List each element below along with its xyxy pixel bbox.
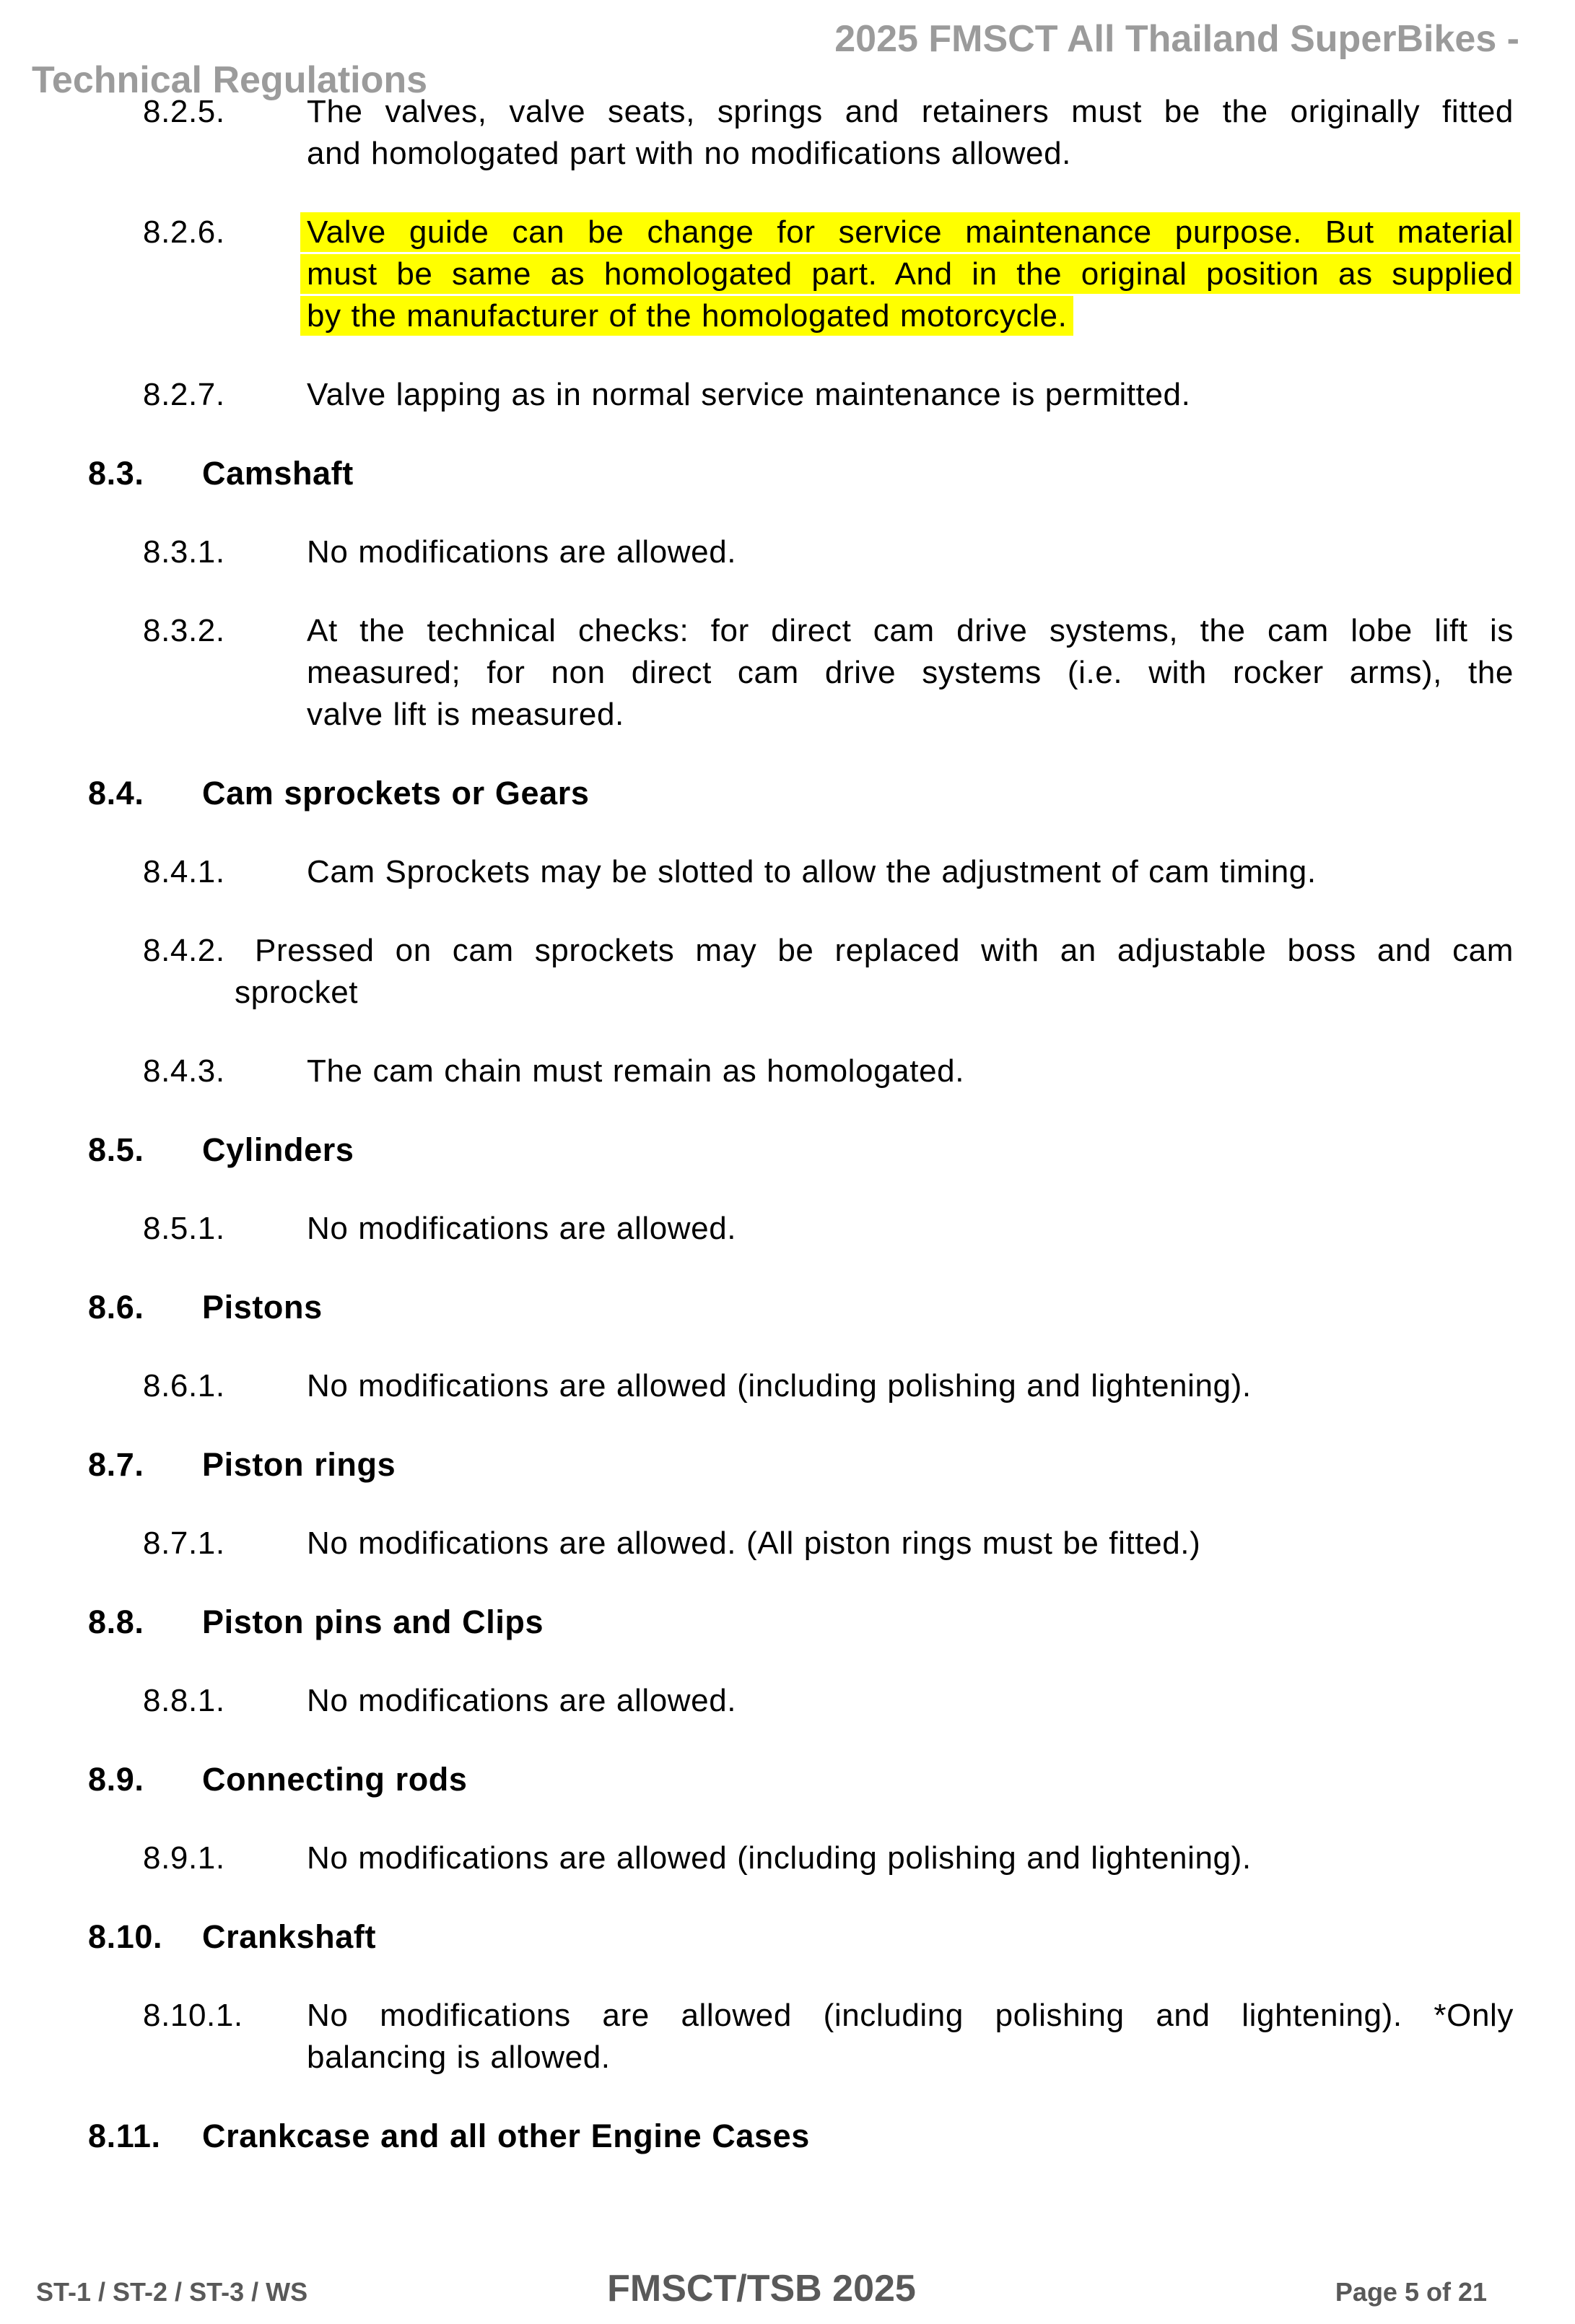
item-number: 8.3.2.	[143, 613, 225, 648]
section-heading-8-6	[88, 1287, 1514, 1328]
item-text-line	[307, 212, 1514, 253]
page-header	[32, 19, 1519, 101]
section-title: Crankcase and all other Engine Cases	[202, 2118, 810, 2154]
regulation-item-8-10-1	[88, 1995, 1514, 2079]
section-heading-8-5	[88, 1129, 1514, 1171]
item-text	[307, 1995, 1514, 2079]
item-number: 8.4.1.	[143, 854, 225, 889]
item-number: 8.3.1.	[143, 534, 225, 570]
item-text-line	[307, 253, 1514, 295]
section-heading-8-11	[88, 2115, 1514, 2157]
item-text-highlighted	[307, 212, 1514, 337]
section-title: Pistons	[202, 1289, 323, 1326]
regulation-item-8-3-1	[88, 531, 1514, 573]
item-number: 8.2.6.	[143, 214, 225, 250]
item-text-line: sprocket	[235, 975, 359, 1010]
regulation-item-8-4-3	[88, 1050, 1514, 1092]
item-text	[307, 610, 1514, 736]
section-title: Camshaft	[202, 455, 354, 492]
item-text	[307, 851, 1514, 893]
section-heading-8-3	[88, 453, 1514, 495]
regulation-item-8-5-1	[88, 1208, 1514, 1250]
regulation-item-8-2-6	[88, 212, 1514, 337]
section-heading-8-10	[88, 1916, 1514, 1958]
section-heading-8-7	[88, 1444, 1514, 1486]
section-number: 8.5.	[88, 1131, 144, 1168]
item-number: 8.8.1.	[143, 1683, 225, 1718]
regulation-item-8-8-1	[88, 1680, 1514, 1722]
regulation-item-8-6-1	[88, 1365, 1514, 1407]
item-number: 8.6.1.	[143, 1368, 225, 1403]
item-text-line: Pressed on cam sprockets may be replaced with an adjustable boss and cam	[255, 933, 1514, 968]
section-title: Piston rings	[202, 1446, 396, 1483]
regulation-item-8-4-1	[88, 851, 1514, 893]
section-title: Crankshaft	[202, 1918, 377, 1955]
section-title: Cylinders	[202, 1131, 354, 1168]
section-number: 8.10.	[88, 1918, 163, 1955]
section-number: 8.3.	[88, 455, 144, 492]
item-text-line: No modifications are allowed. (All piston rings must be fitted.)	[307, 1526, 1201, 1561]
section-number: 8.4.	[88, 775, 144, 811]
item-number: 8.10.1.	[143, 1998, 243, 2033]
section-title: Connecting rods	[202, 1761, 468, 1798]
section-heading-8-9	[88, 1759, 1514, 1801]
item-text-line: and homologated part with no modifications allowed.	[307, 136, 1071, 171]
item-text-line: balancing is allowed.	[307, 2040, 611, 2075]
highlighted-text: must be same as homologated part. And in the original position as supplied	[300, 254, 1520, 294]
section-number: 8.6.	[88, 1289, 144, 1326]
regulation-item-8-2-5	[88, 91, 1514, 175]
item-text-line: measured; for non direct cam drive systems (i.e. with rocker arms), the	[307, 655, 1514, 690]
item-text-line: The cam chain must remain as homologated.	[307, 1053, 965, 1089]
regulation-item-8-7-1	[88, 1523, 1514, 1564]
item-text-line: No modifications are allowed (including polishing and lightening). *Only	[307, 1998, 1514, 2033]
item-text-line: No modifications are allowed (including polishing and lightening).	[307, 1840, 1252, 1876]
footer-page-number: Page 5 of 21	[1335, 2277, 1487, 2307]
item-number: 8.2.5.	[143, 94, 225, 129]
item-text	[307, 1837, 1514, 1879]
section-title: Cam sprockets or Gears	[202, 775, 590, 811]
item-number: 8.4.2.	[143, 933, 225, 968]
regulation-item-8-3-2	[88, 610, 1514, 736]
item-text-line: Cam Sprockets may be slotted to allow the adjustment of cam timing.	[307, 854, 1317, 889]
section-number: 8.8.	[88, 1603, 144, 1640]
item-number: 8.9.1.	[143, 1840, 225, 1876]
regulations-body	[88, 91, 1514, 2194]
item-text-line: No modifications are allowed.	[307, 534, 737, 570]
regulation-item-8-4-2	[143, 930, 1514, 1014]
item-text-line: Valve lapping as in normal service maintenance is permitted.	[307, 377, 1191, 412]
item-text-line: The valves, valve seats, springs and retainers must be the originally fitted	[307, 94, 1514, 129]
page-footer	[36, 2267, 1487, 2310]
regulation-item-8-9-1	[88, 1837, 1514, 1879]
section-heading-8-8	[88, 1601, 1514, 1643]
regulation-item-8-2-7	[88, 374, 1514, 416]
item-text-line: At the technical checks: for direct cam drive systems, the cam lobe lift is	[307, 613, 1514, 648]
item-text	[307, 1208, 1514, 1250]
header-title-line2: Technical Regulations	[32, 59, 428, 101]
item-text-line: No modifications are allowed.	[307, 1211, 737, 1246]
highlighted-text: Valve guide can be change for service maintenance purpose. But material	[300, 212, 1520, 252]
item-text-line: No modifications are allowed.	[307, 1683, 737, 1718]
footer-classes-label: ST-1 / ST-2 / ST-3 / WS	[36, 2277, 308, 2307]
item-number: 8.5.1.	[143, 1211, 225, 1246]
item-number: 8.7.1.	[143, 1526, 225, 1561]
section-number: 8.11.	[88, 2118, 161, 2154]
item-text-line: No modifications are allowed (including polishing and lightening).	[307, 1368, 1252, 1403]
highlighted-text: by the manufacturer of the homologated motorcycle.	[300, 296, 1073, 336]
item-text	[307, 1050, 1514, 1092]
section-number: 8.9.	[88, 1761, 144, 1798]
item-text	[307, 1680, 1514, 1722]
item-number: 8.2.7.	[143, 377, 225, 412]
item-text-line	[307, 295, 1514, 337]
item-text	[307, 1365, 1514, 1407]
footer-document-code: FMSCT/TSB 2025	[607, 2268, 916, 2310]
item-number: 8.4.3.	[143, 1053, 225, 1089]
section-heading-8-4	[88, 773, 1514, 814]
item-text	[307, 91, 1514, 175]
item-text	[307, 1523, 1514, 1564]
section-title: Piston pins and Clips	[202, 1603, 544, 1640]
header-title-line1: 2025 FMSCT All Thailand SuperBikes -	[834, 18, 1519, 60]
section-number: 8.7.	[88, 1446, 144, 1483]
item-text-line: valve lift is measured.	[307, 697, 624, 732]
item-text	[307, 374, 1514, 416]
item-text	[307, 531, 1514, 573]
